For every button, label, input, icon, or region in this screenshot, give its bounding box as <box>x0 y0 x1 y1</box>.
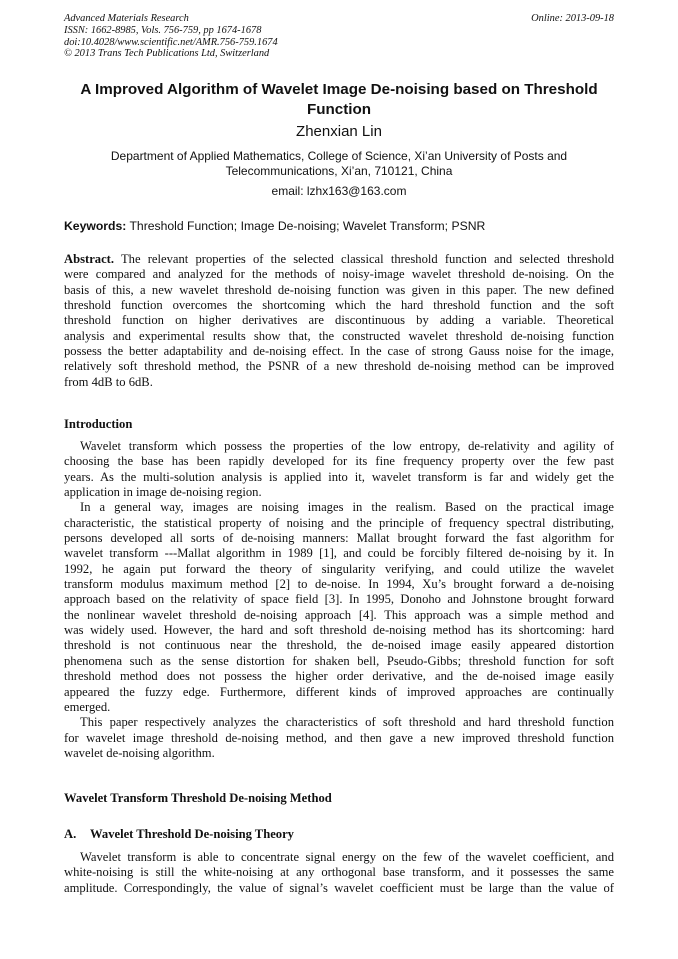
text-line: In a general way, images are noising images in the realism. Based on the practical image <box>80 500 614 515</box>
text-line: This paper respectively analyzes the characteristics of soft threshold and hard threshold function <box>80 715 614 730</box>
text-line: from 4dB to 6dB. <box>64 374 153 389</box>
text-line: for wavelet image threshold de-noising method, and then gave a new improved threshold function <box>64 730 614 745</box>
subsection-title: Wavelet Threshold De-noising Theory <box>90 827 294 841</box>
doi: doi:10.4028/www.scientific.net/AMR.756-759.1674 <box>64 36 278 48</box>
subsection-heading-a <box>64 827 294 842</box>
abstract-label: Abstract. <box>64 252 115 266</box>
text-line: phenomena such as the sense distortion for shaken bell, Pseudo-Gibbs; threshold function for soft <box>64 653 614 668</box>
text-line: white-noising is still the white-noising at any orthogonal base transform, and it possesses the same <box>64 865 614 880</box>
text-line: was widely used. However, the hard and soft threshold de-noising method has its shortcoming: hard <box>64 623 614 638</box>
keywords-label: Keywords: <box>64 219 127 233</box>
text-line: analysis and experimental results show that, the constructed wavelet threshold de-noising function <box>64 328 614 343</box>
text-line: choosing the base has been rapidly developed for its fine frequency property over the few past <box>64 454 614 469</box>
title-line: Function <box>306 100 372 118</box>
text-line: the nonlinear wavelet threshold de-noising approach [4]. This approach was a simple method and <box>64 607 614 622</box>
text-line: Wavelet transform which possess the properties of the low entropy, de-relativity and agility of <box>80 439 614 453</box>
text-line: wavelet de-noising algorithm. <box>64 745 215 760</box>
title-line: A Improved Algorithm of Wavelet Image De-noising based on Threshold <box>80 81 598 98</box>
author: Zhenxian Lin <box>296 123 382 140</box>
text-line: threshold is not continuous near the threshold, the de-noised image easily appeared distortion <box>64 638 614 653</box>
text-line: characteristic, the statistical property of noising and the principle of frequency spectral distributing, <box>64 515 614 530</box>
text-line: threshold function on higher derivatives are discontinuous by adding a variable. Theoretical <box>64 313 614 328</box>
issn: ISSN: 1662-8985, Vols. 756-759, pp 1674-1678 <box>64 24 262 36</box>
keywords <box>64 219 485 233</box>
text-line: wavelet transform ---Mallat algorithm in 1989 [1], and could be forcibly filtered de-noising by it. In <box>64 546 614 561</box>
text-line: possess the better adaptability and de-noising effect. In the case of strong Gauss noise for the image, <box>64 344 614 359</box>
text-line: threshold method does not possess the higher order derivative, and the de-noised image easily <box>64 669 614 684</box>
journal-name: Advanced Materials Research <box>64 13 189 24</box>
text-line <box>64 252 614 267</box>
text-line: emerged. <box>64 699 111 714</box>
copyright: © 2013 Trans Tech Publications Ltd, Switzerland <box>64 48 270 60</box>
email: email: lzhx163@163.com <box>271 184 407 198</box>
text-line: amplitude. Correspondingly, the value of signal’s wavelet coefficient must be large than the value of <box>64 880 614 895</box>
section-heading-introduction: Introduction <box>64 417 133 431</box>
affiliation-line: Department of Applied Mathematics, College of Science, Xi’an University of Posts and <box>110 149 568 163</box>
section-heading-method: Wavelet Transform Threshold De-noising Method <box>64 791 332 805</box>
text-line: transform modulus maximum method [2] to de-noise. In 1994, Xu’s brought forward a de-noising <box>64 577 614 592</box>
text-line: application in image de-noising region. <box>64 485 262 500</box>
text-line: appeared the fuzzy edge. Furthermore, different kinds of improved approaches are continually <box>64 684 614 699</box>
journal-header <box>64 13 278 60</box>
text-line: relatively soft threshold method, the PSNR of a new threshold de-noising method can be improved <box>64 359 614 374</box>
theory-body <box>64 850 614 896</box>
online-date: Online: 2013-09-18 <box>531 13 614 24</box>
paper-title <box>50 80 628 119</box>
text-line: years. As the multi-solution analysis is applied into it, wavelet transform is far and widely get the <box>64 469 614 484</box>
text-line: 1992, he again put forward the theory of singularity verifying, and could utilize the wavelet <box>64 561 614 576</box>
affiliation <box>50 149 628 179</box>
abstract-text: The relevant properties of the selected classical threshold function and selected threshold <box>114 252 614 266</box>
text-line: threshold function overcomes the shortcoming which the hard threshold function and the soft <box>64 298 614 313</box>
text-line: basis of this, a new wavelet threshold de-noising function was given in this paper. The new defined <box>64 282 614 297</box>
subsection-number: A. <box>64 827 77 841</box>
abstract <box>64 252 614 390</box>
keywords-text: Threshold Function; Image De-noising; Wavelet Transform; PSNR <box>126 219 486 233</box>
text-line: persons developed all sorts of de-noising manners: Mallat brought forward the fast algorithm for <box>64 531 614 546</box>
text-line: Wavelet transform is able to concentrate signal energy on the few of the wavelet coefficient, and <box>80 850 614 864</box>
affiliation-line: Telecommunications, Xi’an, 710121, China <box>225 163 453 178</box>
text-line: were compared and analyzed for the methods of noisy-image wavelet threshold de-noising. On the <box>64 267 614 282</box>
introduction-body <box>64 439 614 761</box>
text-line: approach based on the relativity of space field [3]. In 1995, Donoho and Johnstone brought forward <box>64 592 614 607</box>
